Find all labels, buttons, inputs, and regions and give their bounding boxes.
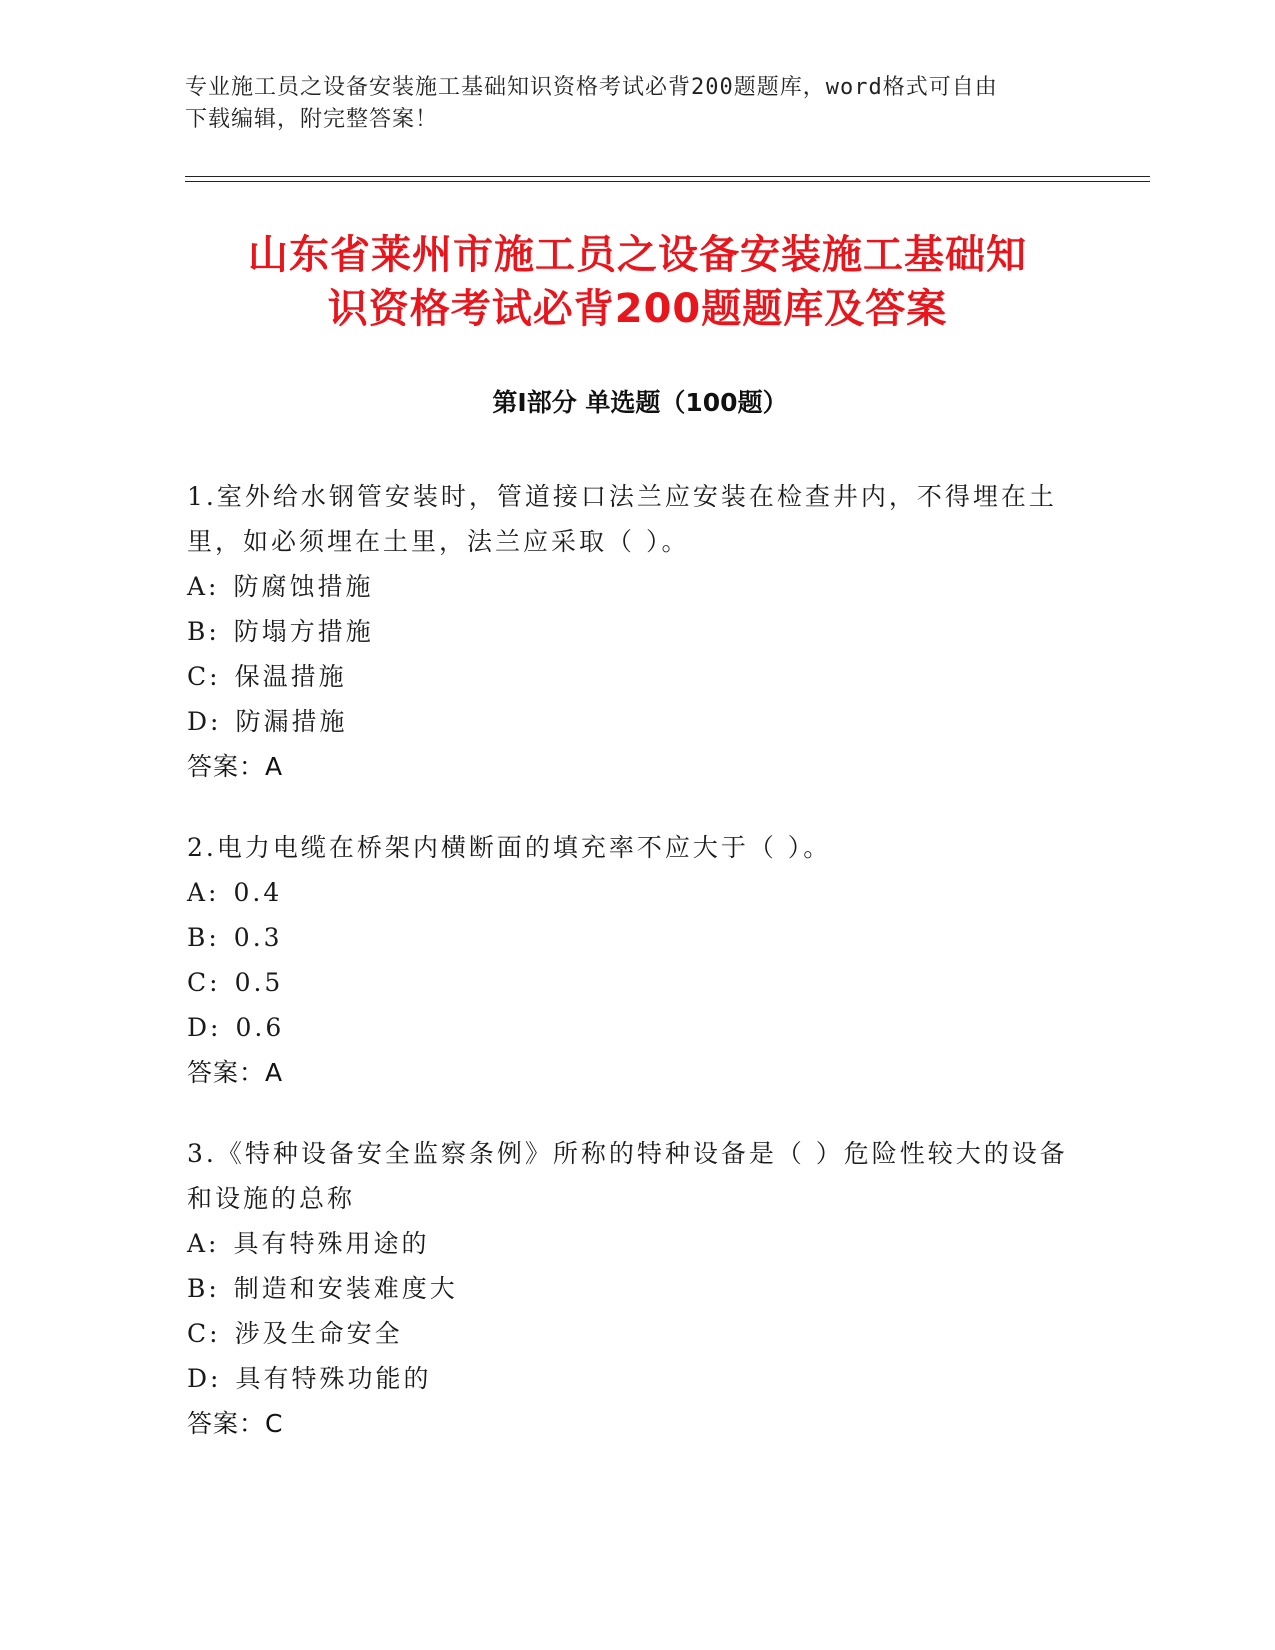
header-note-line-1: 专业施工员之设备安装施工基础知识资格考试必背200题题库，word格式可自由 (185, 75, 998, 100)
option-letter: C: (187, 1319, 221, 1348)
question-stem: 3.《特种设备安全监察条例》所称的特种设备是（ ）危险性较大的设备和设施的总称 (187, 1139, 1068, 1213)
header-divider-top (185, 176, 1150, 177)
option-d (187, 1005, 1077, 1050)
option-b (187, 609, 1077, 654)
option-text: 0.3 (233, 923, 283, 952)
option-text: 0.5 (234, 968, 284, 997)
section-title: 第Ⅰ部分 单选题（100题） (492, 388, 788, 417)
question-item (187, 1131, 1077, 1446)
option-letter: B: (187, 1274, 220, 1303)
option-text: 具有特殊功能的 (235, 1364, 432, 1393)
option-d (187, 699, 1077, 744)
option-b (187, 915, 1077, 960)
option-a (187, 870, 1077, 915)
option-text: 防腐蚀措施 (233, 572, 374, 601)
answer-line: 答案：A (187, 752, 284, 781)
option-letter: C: (187, 662, 221, 691)
option-letter: D: (187, 1364, 222, 1393)
question-item (187, 474, 1077, 789)
header-note-line-2: 下载编辑，附完整答案！ (185, 107, 439, 132)
header-note (185, 72, 1065, 136)
option-letter: A: (187, 572, 220, 601)
answer-line: 答案：C (187, 1409, 284, 1438)
document-title-line-2: 识资格考试必背200题题库及答案 (327, 286, 948, 332)
option-letter: D: (187, 1013, 222, 1042)
document-title (180, 228, 1095, 336)
option-letter: B: (187, 923, 220, 952)
option-text: 防漏措施 (235, 707, 348, 736)
option-letter: C: (187, 968, 221, 997)
document-title-line-1: 山东省莱州市施工员之设备安装施工基础知 (248, 232, 1027, 278)
option-text: 保温措施 (234, 662, 347, 691)
option-text: 防塌方措施 (233, 617, 374, 646)
option-c (187, 1311, 1077, 1356)
option-text: 制造和安装难度大 (233, 1274, 458, 1303)
option-b (187, 1266, 1077, 1311)
option-text: 具有特殊用途的 (233, 1229, 430, 1258)
question-list (187, 474, 1077, 1482)
option-letter: D: (187, 707, 222, 736)
option-letter: B: (187, 617, 220, 646)
option-text: 0.6 (235, 1013, 285, 1042)
option-d (187, 1356, 1077, 1401)
option-letter: A: (187, 1229, 220, 1258)
option-text: 0.4 (233, 878, 283, 907)
option-text: 涉及生命安全 (234, 1319, 403, 1348)
option-a (187, 1221, 1077, 1266)
question-stem: 2.电力电缆在桥架内横断面的填充率不应大于（ ）。 (187, 833, 832, 862)
answer-line: 答案：A (187, 1058, 284, 1087)
question-item (187, 825, 1077, 1095)
question-stem: 1.室外给水钢管安装时，管道接口法兰应安装在检查井内，不得埋在土里，如必须埋在土里，法兰应采取（ ）。 (187, 482, 1057, 556)
header-divider-bottom (185, 181, 1150, 182)
option-letter: A: (187, 878, 220, 907)
option-c (187, 654, 1077, 699)
option-c (187, 960, 1077, 1005)
option-a (187, 564, 1077, 609)
